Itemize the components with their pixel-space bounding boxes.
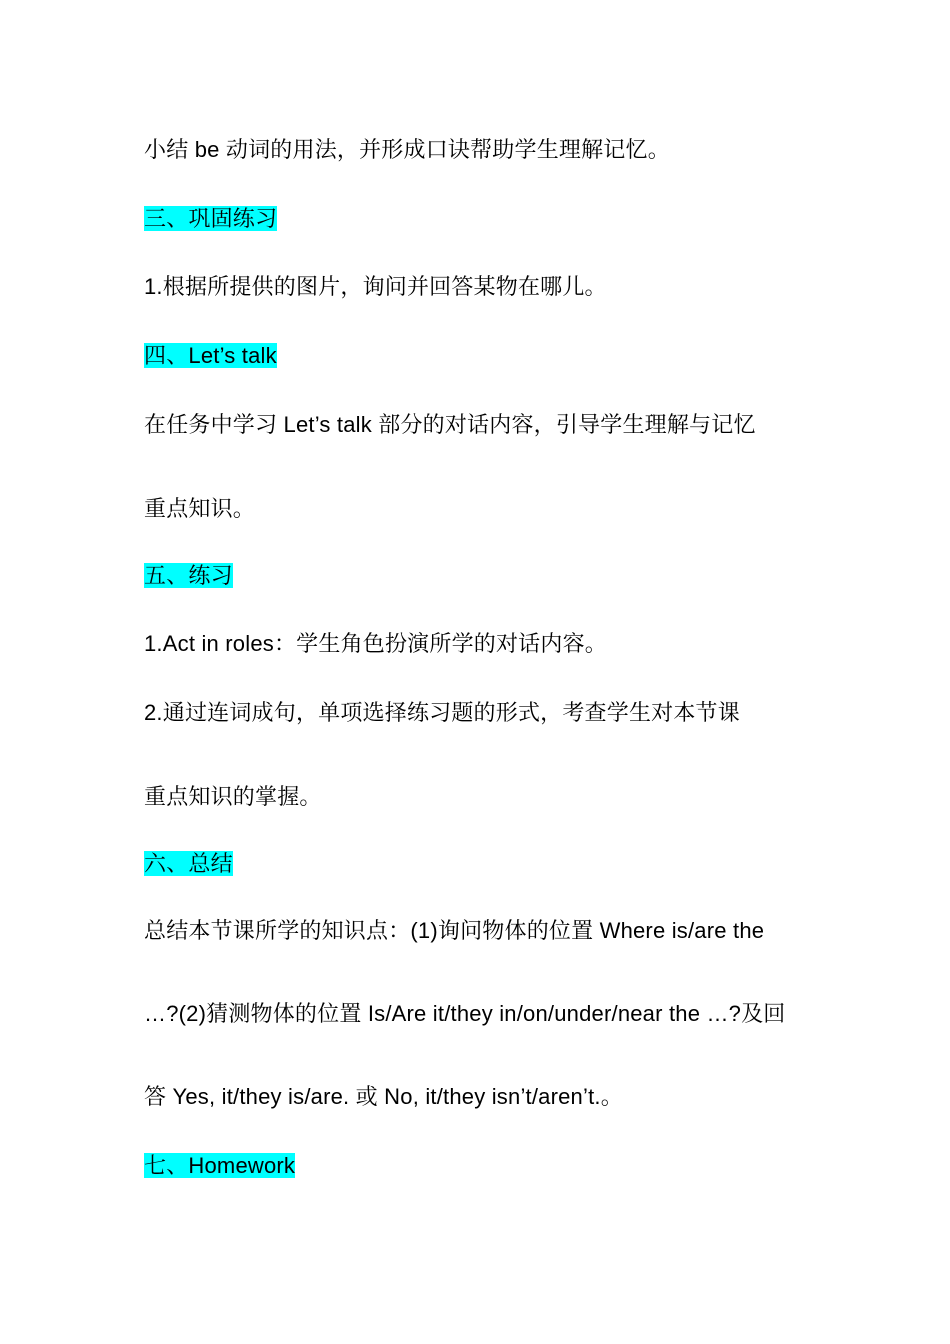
section-heading-5: [144, 561, 233, 591]
section-heading-7: [144, 1151, 295, 1181]
exercise-item-2-line-2: [144, 782, 322, 812]
section-heading-7-text: 七、Homework: [144, 1153, 296, 1178]
conclusion-line-3: [144, 1082, 623, 1112]
exercise-item-1: [144, 629, 607, 659]
section-heading-3-text: 三、巩固练习: [144, 206, 278, 231]
section-heading-4-text: 四、Let’s talk: [144, 343, 277, 368]
section-heading-6-text: 六、总结: [144, 851, 233, 876]
exercise-item-2-line-1: [144, 698, 740, 728]
conclusion-line-1: [144, 916, 764, 946]
summary-be-text: 小结 be 动词的用法，并形成口诀帮助学生理解记忆。: [144, 137, 670, 162]
talk-paragraph-line-1: [144, 410, 756, 440]
practice-item-1-text: 1.根据所提供的图片，询问并回答某物在哪儿。: [144, 274, 607, 299]
section-heading-6: [144, 849, 233, 879]
talk-paragraph-line-2: [144, 494, 255, 524]
summary-be-paragraph: [144, 135, 670, 165]
exercise-item-2-line-1-text: 2.通过连词成句，单项选择练习题的形式，考查学生对本节课: [144, 700, 740, 725]
section-heading-5-text: 五、练习: [144, 563, 233, 588]
exercise-item-1-text: 1.Act in roles：学生角色扮演所学的对话内容。: [144, 631, 607, 656]
conclusion-line-1-text: 总结本节课所学的知识点：(1)询问物体的位置 Where is/are the: [144, 918, 765, 943]
talk-paragraph-line-2-text: 重点知识。: [144, 496, 256, 521]
practice-item-1: [144, 272, 607, 302]
conclusion-line-2-text: …?(2)猜测物体的位置 Is/Are it/they in/on/under/near the …?及回: [144, 1001, 786, 1026]
conclusion-line-3-text: 答 Yes, it/they is/are. 或 No, it/they isn’t/aren’t.。: [144, 1084, 623, 1109]
section-heading-4: [144, 341, 277, 371]
talk-paragraph-line-1-text: 在任务中学习 Let’s talk 部分的对话内容，引导学生理解与记忆: [144, 412, 756, 437]
conclusion-line-2: [144, 999, 786, 1029]
section-heading-3: [144, 204, 277, 234]
exercise-item-2-line-2-text: 重点知识的掌握。: [144, 784, 322, 809]
